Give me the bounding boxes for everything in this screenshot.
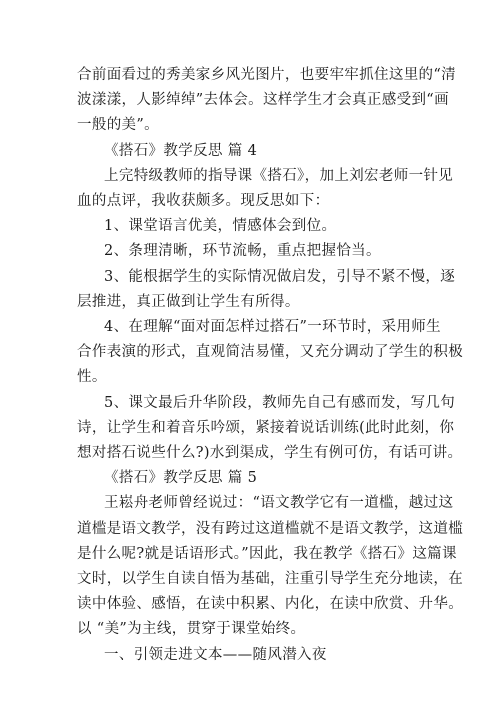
list-item: 2、条理清晰，环节流畅，重点把握恰当。 — [104, 243, 381, 260]
body-line: 血的点评，我收获颇多。现反思如下： — [77, 193, 330, 209]
body-line: 以 “美”为主线，贯穿于课堂始终。 — [77, 621, 306, 638]
list-item: 3、能根据学生的实际情况做启发，引导不紧不慢，逐 — [104, 268, 456, 285]
list-item: 5、课文最后升华阶段，教师先自己有感而发，写几句 — [104, 394, 456, 411]
section-heading: 《搭石》教学反思 篇 5 — [104, 470, 258, 487]
body-line: 诗，让学生和着音乐吟颂，紧接着说话训练(此时此刻，你 — [77, 419, 455, 436]
body-line: 想对搭石说些什么?)水到渠成，学生有例可仿，有话可讲。 — [77, 445, 463, 461]
body-line: 上完特级教师的指导课《搭石》，加上刘宏老师一针见 — [104, 167, 454, 184]
body-line: 合前面看过的秀美家乡风光图片，也要牢牢抓住这里的“清 — [77, 67, 457, 83]
body-line: 道槛是语文教学，没有跨过这道槛就不是语文教学，这道槛 — [77, 520, 464, 537]
body-line: 是什么呢?就是话语形式。”因此，我在教学《搭石》这篇课 — [77, 545, 457, 562]
body-line: 一般的美”。 — [77, 117, 160, 134]
list-item: 1、课堂语言优美，情感体会到位。 — [104, 218, 337, 235]
section-heading: 《搭石》教学反思 篇 4 — [104, 142, 258, 159]
body-line: 性。 — [77, 369, 107, 386]
list-item: 4、在理解“面对面怎样过搭石”一环节时，采用师生 — [104, 319, 441, 335]
body-line: 合作表演的形式，直观简洁易懂，又充分调动了学生的积极 — [77, 344, 464, 361]
body-line: 层推进，真正做到让学生有所得。 — [77, 293, 300, 310]
body-line: 文时，以学生自读自悟为基础，注重引导学生充分地读，在 — [77, 571, 464, 587]
body-line: 读中体验、感悟，在读中积累、内化，在读中欣赏、升华。 — [77, 596, 464, 613]
body-line: 一、引领走进文本——随风潜入夜 — [104, 646, 327, 663]
body-line: 波漾漾，人影绰绰”去体会。这样学生才会真正感受到“画 — [77, 92, 449, 109]
body-line: 王崧舟老师曾经说过：“语文教学它有一道槛，越过这 — [104, 495, 454, 512]
